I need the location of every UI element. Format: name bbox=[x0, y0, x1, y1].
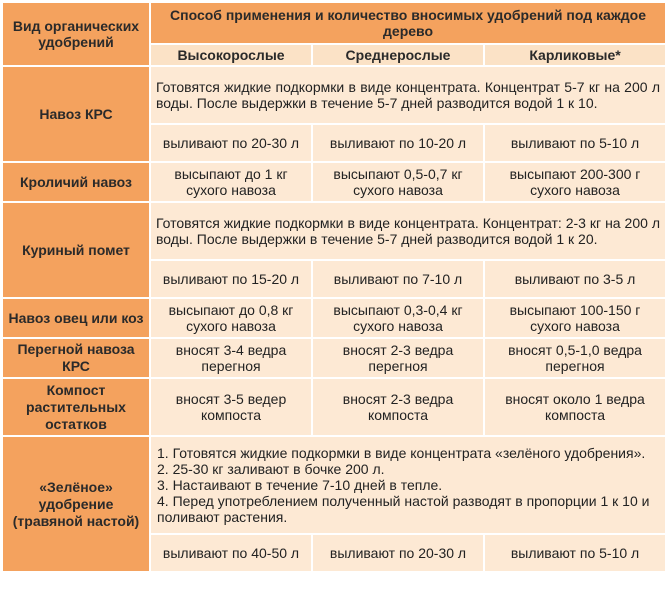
row-name-humus: Перегной навоза КРС bbox=[2, 338, 150, 378]
table-row bbox=[2, 338, 666, 378]
cell-tall: выливают по 40-50 л bbox=[150, 534, 312, 572]
step-item: 3. Настаивают в течение 7-10 дней в тепле. bbox=[157, 477, 443, 493]
cell-dwarf: выливают по 5-10 л bbox=[484, 124, 666, 162]
table-row bbox=[2, 162, 666, 202]
cell-tall: выливают по 15-20 л bbox=[150, 260, 312, 298]
cell-dwarf: высыпают 200-300 г сухого навоза bbox=[484, 162, 666, 202]
subheader-dwarf: Карликовые* bbox=[484, 44, 666, 66]
row-note: Готовятся жидкие подкормки в виде концентрата. Концентрат: 2-3 кг на 200 л воды. После выдержки в течение 5-7 дней разводится водой 1 к 20. bbox=[150, 202, 666, 260]
table-row bbox=[2, 66, 666, 124]
cell-medium: выливают по 7-10 л bbox=[312, 260, 484, 298]
header-type-cell: Вид органических удобрений bbox=[2, 2, 150, 66]
cell-tall: выливают по 20-30 л bbox=[150, 124, 312, 162]
cell-dwarf: высыпают 100-150 г сухого навоза bbox=[484, 298, 666, 338]
cell-tall: вносят 3-4 ведра перегноя bbox=[150, 338, 312, 378]
row-name-compost: Компост растительных остатков bbox=[2, 378, 150, 436]
header-row bbox=[2, 2, 666, 44]
row-name-cattle-manure: Навоз КРС bbox=[2, 66, 150, 162]
cell-dwarf: вносят около 1 ведра компоста bbox=[484, 378, 666, 436]
cell-medium: выливают по 20-30 л bbox=[312, 534, 484, 572]
row-steps bbox=[150, 436, 666, 534]
cell-dwarf: выливают по 3-5 л bbox=[484, 260, 666, 298]
table-row bbox=[2, 378, 666, 436]
step-item: 1. Готовятся жидкие подкормки в виде концентрата «зелёного удобрения». bbox=[157, 445, 646, 461]
step-item: 2. 25-30 кг заливают в бочке 200 л. bbox=[157, 461, 385, 477]
cell-medium: выливают по 10-20 л bbox=[312, 124, 484, 162]
header-main-cell: Способ применения и количество вносимых удобрений под каждое дерево bbox=[150, 2, 666, 44]
row-note: Готовятся жидкие подкормки в виде концентрата. Концентрат 5-7 кг на 200 л воды. После выдержки в течение 5-7 дней разводится водой 1 к 10. bbox=[150, 66, 666, 124]
row-name-rabbit-manure: Кроличий навоз bbox=[2, 162, 150, 202]
cell-medium: высыпают 0,3-0,4 кг сухого навоза bbox=[312, 298, 484, 338]
cell-medium: вносят 2-3 ведра перегноя bbox=[312, 338, 484, 378]
cell-dwarf: выливают по 5-10 л bbox=[484, 534, 666, 572]
cell-tall: вносят 3-5 ведер компоста bbox=[150, 378, 312, 436]
row-name-green-fertilizer: «Зелёное» удобрение (травяной настой) bbox=[2, 436, 150, 572]
step-item: 4. Перед употреблением полученный настой разводят в пропорции 1 к 10 и поливают растения. bbox=[157, 493, 650, 525]
table-row bbox=[2, 202, 666, 260]
fertilizer-table-container bbox=[1, 1, 666, 573]
cell-dwarf: вносят 0,5-1,0 ведра перегноя bbox=[484, 338, 666, 378]
table-row bbox=[2, 436, 666, 534]
subheader-tall: Высокорослые bbox=[150, 44, 312, 66]
cell-tall: высыпают до 1 кг сухого навоза bbox=[150, 162, 312, 202]
subheader-medium: Среднерослые bbox=[312, 44, 484, 66]
cell-tall: высыпают до 0,8 кг сухого навоза bbox=[150, 298, 312, 338]
cell-medium: высыпают 0,5-0,7 кг сухого навоза bbox=[312, 162, 484, 202]
table-row bbox=[2, 298, 666, 338]
row-name-chicken-droppings: Куриный помет bbox=[2, 202, 150, 298]
fertilizer-table bbox=[1, 1, 666, 573]
row-name-sheep-goat-manure: Навоз овец или коз bbox=[2, 298, 150, 338]
cell-medium: вносят 2-3 ведра компоста bbox=[312, 378, 484, 436]
